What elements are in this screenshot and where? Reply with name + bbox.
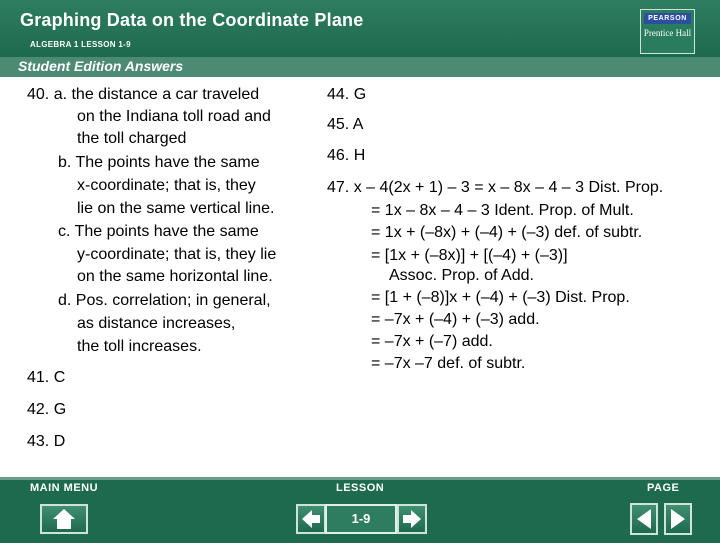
triangle-right-icon xyxy=(666,505,690,533)
triangle-left-icon xyxy=(632,505,656,533)
answer-line: lie on the same vertical line. xyxy=(77,200,275,217)
answer-line: 40. a. the distance a car traveled xyxy=(27,86,260,103)
lesson-prev-button[interactable] xyxy=(296,504,326,534)
section-title: Student Edition Answers xyxy=(18,58,184,74)
logo-prentice-hall: Prentice Hall xyxy=(643,28,692,38)
lesson-number: 1-9 xyxy=(325,504,397,534)
page-title: Graphing Data on the Coordinate Plane xyxy=(20,10,364,30)
answer-line: = –7x –7 def. of subtr. xyxy=(371,355,526,372)
footer-nav xyxy=(0,477,720,543)
answer-line: = –7x + (–7) add. xyxy=(371,333,493,350)
answer-line: = 1x – 8x – 4 – 3 Ident. Prop. of Mult. xyxy=(371,202,634,219)
answer-line: 46. H xyxy=(327,147,366,164)
answer-line: 41. C xyxy=(27,369,66,386)
answer-line: d. Pos. correlation; in general, xyxy=(58,292,271,309)
lesson-label: LESSON xyxy=(336,482,385,494)
page-label: PAGE xyxy=(647,482,680,494)
answer-line: = 1x + (–8x) + (–4) + (–3) def. of subtr. xyxy=(371,224,643,241)
answer-line: 43. D xyxy=(27,433,66,450)
arrow-left-icon xyxy=(298,506,324,532)
main-menu-label: MAIN MENU xyxy=(30,482,99,494)
home-icon xyxy=(42,506,86,532)
answer-line: 45. A xyxy=(327,116,364,133)
lesson-next-button[interactable] xyxy=(397,504,427,534)
answer-line: 44. G xyxy=(327,86,367,103)
answer-line: Assoc. Prop. of Add. xyxy=(389,267,534,284)
answer-line: 47. x – 4(2x + 1) – 3 = x – 8x – 4 – 3 Dist. Prop. xyxy=(327,179,664,196)
answer-line: = [1 + (–8)]x + (–4) + (–3) Dist. Prop. xyxy=(371,289,630,306)
header xyxy=(0,0,720,57)
answer-line: 42. G xyxy=(27,401,67,418)
answer-line: the toll charged xyxy=(77,130,187,147)
answer-line: = [1x + (–8x)] + [(–4) + (–3)] xyxy=(371,247,568,264)
arrow-right-icon xyxy=(399,506,425,532)
main-menu-button[interactable] xyxy=(40,504,88,534)
logo-pearson: PEARSON xyxy=(644,13,691,24)
answer-line: x-coordinate; that is, they xyxy=(77,177,256,194)
answer-line: y-coordinate; that is, they lie xyxy=(77,246,277,263)
lesson-subtitle: ALGEBRA 1 LESSON 1-9 xyxy=(30,40,131,49)
answer-line: on the same horizontal line. xyxy=(77,268,273,285)
answer-line: = –7x + (–4) + (–3) add. xyxy=(371,311,540,328)
answer-line: on the Indiana toll road and xyxy=(77,108,271,125)
page-next-button[interactable] xyxy=(664,503,692,535)
answer-line: the toll increases. xyxy=(77,338,202,355)
page-prev-button[interactable] xyxy=(630,503,658,535)
answer-line: c. The points have the same xyxy=(58,223,259,240)
section-bar xyxy=(0,57,720,77)
answer-line: b. The points have the same xyxy=(58,154,260,171)
publisher-logo xyxy=(640,9,695,54)
answer-line: as distance increases, xyxy=(77,315,236,332)
